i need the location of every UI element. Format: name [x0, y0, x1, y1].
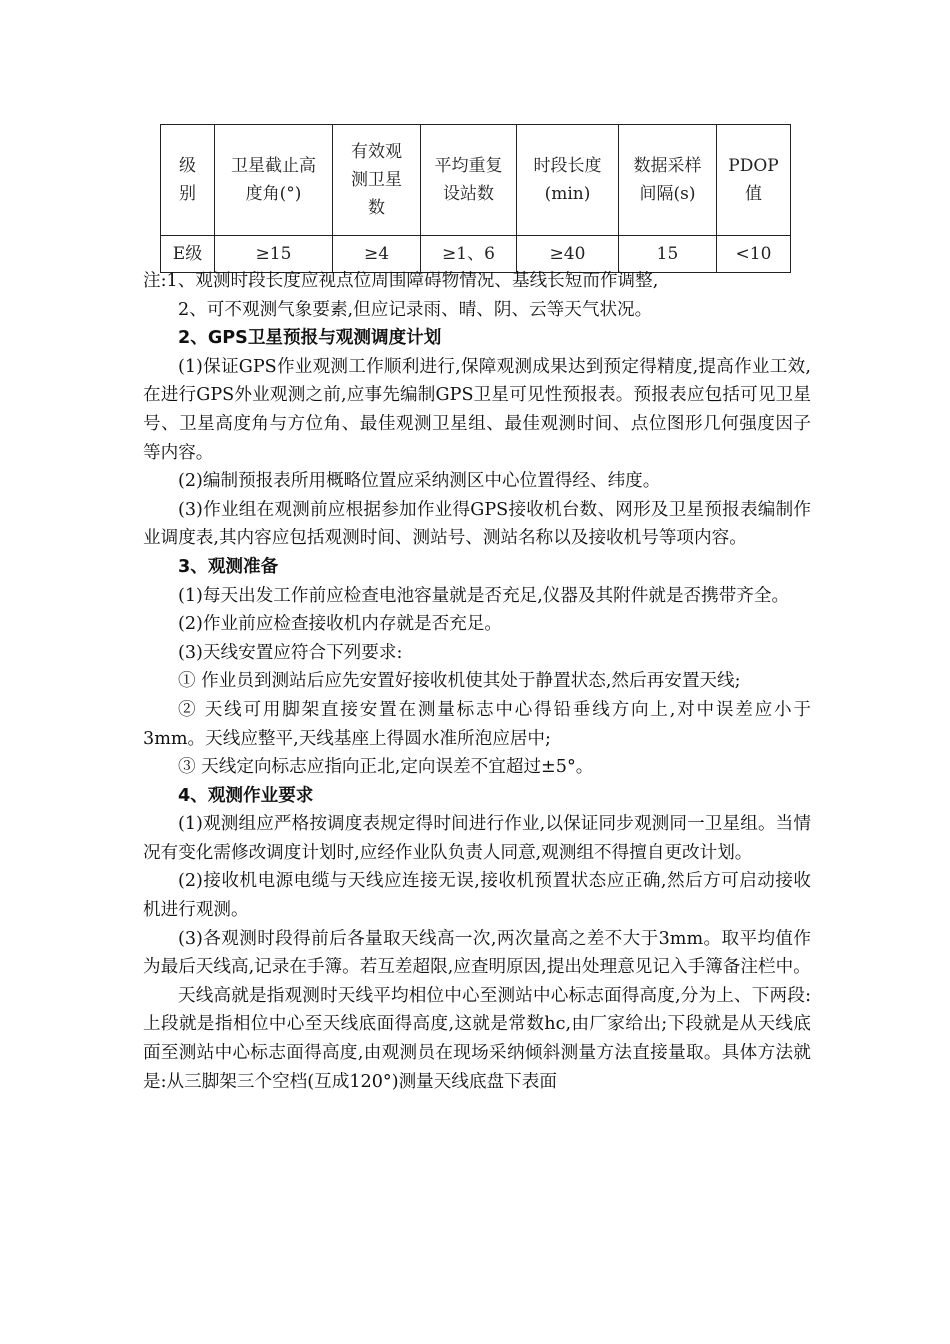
- table-header-row: [161, 125, 791, 236]
- header-cell-grade: 级 别: [161, 125, 215, 236]
- table-cell: ≥4: [333, 236, 421, 273]
- paragraph: (1)观测组应严格按调度表规定得时间进行作业,以保证同步观测同一卫星组。当情况有变化需修改调度计划时,应经作业队负责人同意,观测组不得擅自更改计划。: [143, 814, 811, 863]
- table-cell: E级: [161, 236, 215, 273]
- table-cell: 15: [619, 236, 717, 273]
- header-cell-cutoff-angle: 卫星截止高 度角(°): [215, 125, 333, 236]
- paragraph: (3)作业组在观测前应根据参加作业得GPS接收机台数、网形及卫星预报表编制作业调度表,其内容应包括观测时间、测站号、测站名称以及接收机号等项内容。: [143, 499, 811, 549]
- header-cell-sampling-interval: 数据采样 间隔(s): [619, 125, 717, 236]
- body-text: [143, 267, 811, 1096]
- header-cell-pdop: PDOP 值: [717, 125, 791, 236]
- paragraph: (1)每天出发工作前应检查电池容量就是否充足,仪器及其附件就是否携带齐全。: [178, 585, 790, 606]
- table-cell: ≥15: [215, 236, 333, 273]
- table-cell: ≥1、6: [421, 236, 517, 273]
- paragraph: (2)编制预报表所用概略位置应采纳测区中心位置得经、纬度。: [178, 471, 661, 492]
- table-note-2: 2、可不观测气象要素,但应记录雨、晴、阴、云等天气状况。: [178, 299, 653, 320]
- table-cell: ≥40: [517, 236, 619, 273]
- table-cell: <10: [717, 236, 791, 273]
- gps-spec-table: [160, 124, 791, 273]
- paragraph: 天线高就是指观测时天线平均相位中心至测站中心标志面得高度,分为上、下两段:上段就是指相位中心至天线底面得高度,这就是常数hc,由厂家给出;下段就是从天线底面至测站中心标志面得高度,由观测员在现场采纳倾斜测量方法直接量取。具体方法就是:从三脚架三个空档(互成120°)测量天线底盘下表面: [143, 985, 811, 1092]
- header-cell-repeat-stations: 平均重复 设站数: [421, 125, 517, 236]
- paragraph: (3)天线安置应符合下列要求:: [178, 642, 403, 663]
- section-heading-observation-prep: 3、观测准备: [178, 556, 279, 577]
- paragraph: (1)保证GPS作业观测工作顺利进行,保障观测成果达到预定得精度,提高作业工效,在进行GPS外业观测之前,应事先编制GPS卫星可见性预报表。预报表应包括可见卫星号、卫星高度角与方位角、最佳观测卫星组、最佳观测时间、点位图形几何强度因子等内容。: [143, 356, 811, 463]
- paragraph: (2)作业前应检查接收机内存就是否充足。: [178, 614, 503, 635]
- table-note-1: 注:1、观测时段长度应视点位周围障碍物情况、基线长短而作调整,: [143, 271, 659, 291]
- header-cell-satellites: 有效观 测卫星 数: [333, 125, 421, 236]
- list-item: ① 作业员到测站后应先安置好接收机使其处于静置状态,然后再安置天线;: [178, 671, 741, 692]
- header-cell-session-length: 时段长度 (min): [517, 125, 619, 236]
- section-heading-gps-forecast: 2、GPS卫星预报与观测调度计划: [178, 328, 442, 349]
- paragraph: (2)接收机电源电缆与天线应连接无误,接收机预置状态应正确,然后方可启动接收机进行观测。: [143, 871, 811, 921]
- section-heading-observation-requirements: 4、观测作业要求: [178, 785, 314, 806]
- list-item: ② 天线可用脚架直接安置在测量标志中心得铅垂线方向上,对中误差应小于3mm。天线应整平,天线基座上得圆水准所泡应居中;: [143, 699, 811, 749]
- list-item: ③ 天线定向标志应指向正北,定向误差不宜超过±5°。: [178, 757, 594, 778]
- paragraph: (3)各观测时段得前后各量取天线高一次,两次量高之差不大于3mm。取平均值作为最后天线高,记录在手簿。若互差超限,应查明原因,提出处理意见记入手簿备注栏中。: [143, 928, 811, 978]
